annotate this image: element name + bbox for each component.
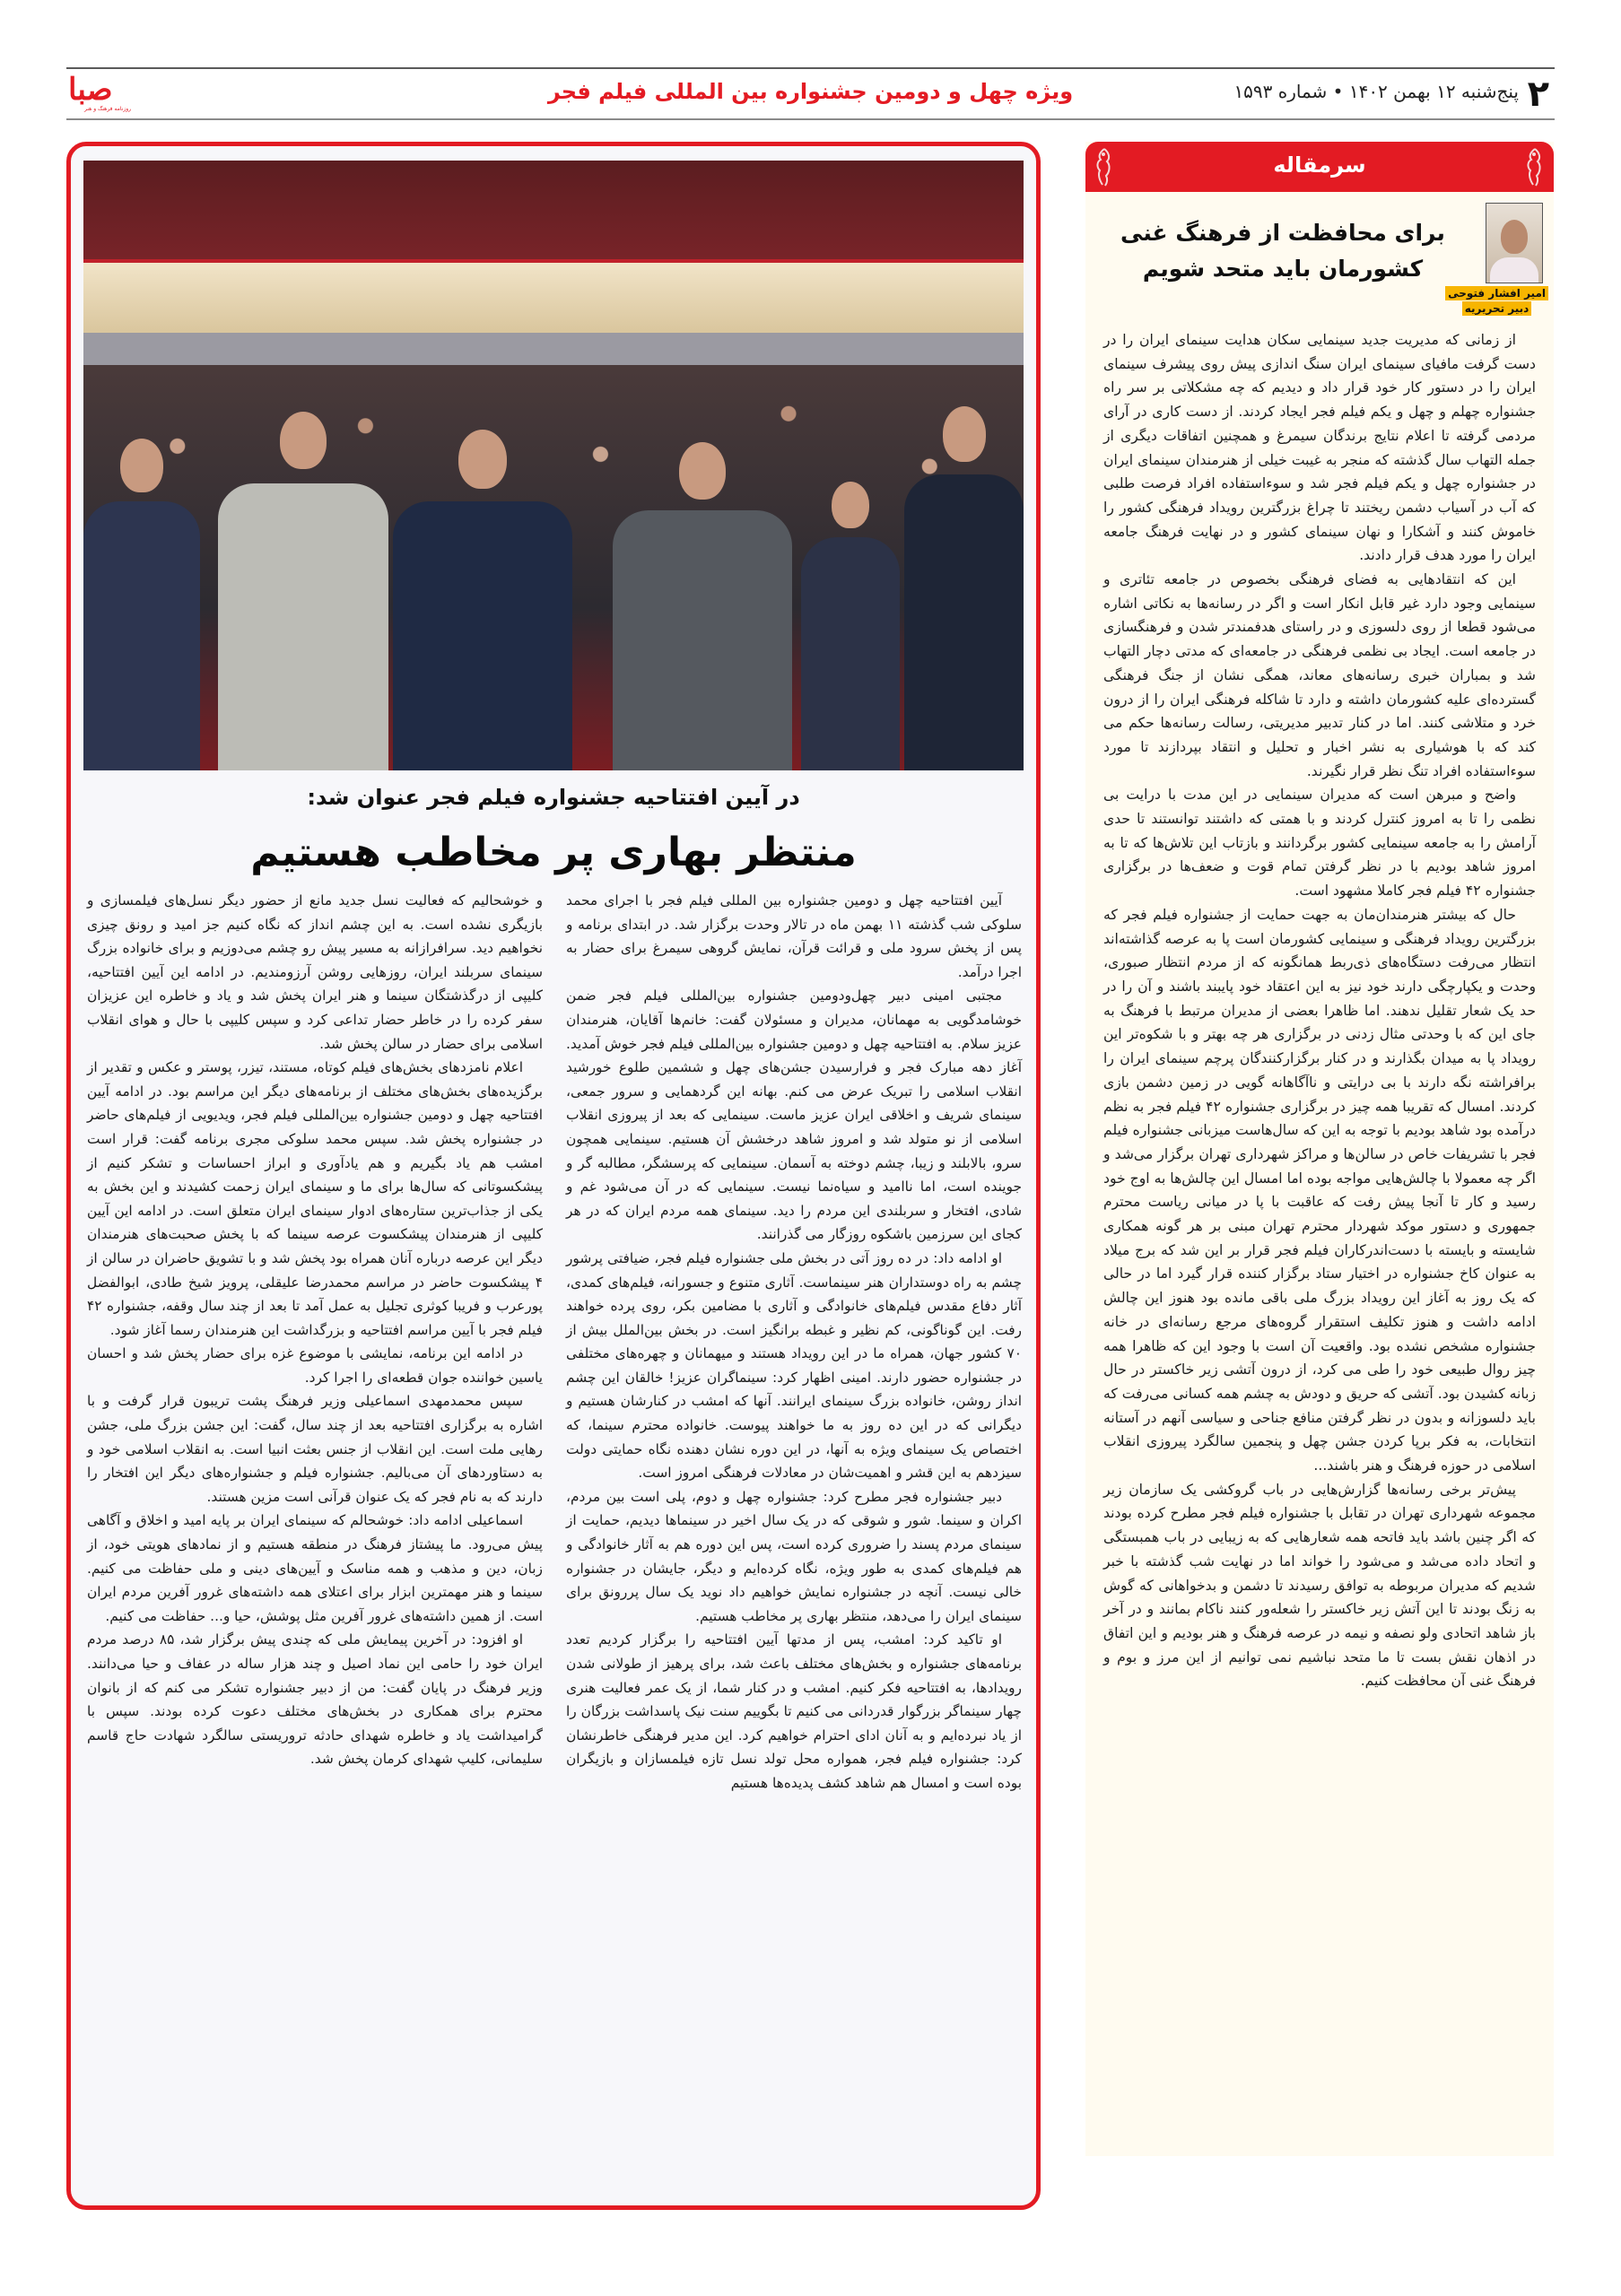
author-face bbox=[1501, 220, 1528, 254]
paragraph: او تاکید کرد: امشب، پس از مدتها آیین افتتاحیه را برگزار کردیم تعدد برنامه‌های جشنواره و بخش‌های مختلف باعث شد، برای پرهیز از طولانی شدن رویدادها، به افتتاحیه فکر کنیم. امشب و در کنار شما، از یک عمر فعالیت هنری چهار سینماگر بزرگوار قدردانی می کنیم تا بگوییم سنت نیک پاسداشت بزرگان را از یاد نبرده‌ایم و به آنان ادای احترام خواهیم کرد. این مدیر فرهنگی خاطرنشان کرد: جشنواره فیلم فجر، همواره محل تولد نسل تازه فیلمسازان و بازیگران بوده است و امسال هم شاهد کشف پدیده‌ها هستیم bbox=[566, 1631, 1022, 1791]
paragraph: حال که بیشتر هنرمندان‌مان به جهت حمایت از جشنواره فیلم فجر که بزرگترین رویداد فرهنگی و سینمایی کشورمان است پا به عرصه گذاشته‌اند انتظار می‌رفت دستگاه‌های ذی‌ربط همانگونه که از مردم انتظار صبوری، وحدت و یکپارچگی دارند خود نیز به این اعتقاد خود پایبند باشند و آن را در حد یک شعار تقلیل ندهند. اما ظاهرا بعضی از مدیران مرتبط با فرهنگ به جای این که با وحدتی مثال زدنی در برگزاری هر چه بهتر و با شکوه‌تر این رویداد پا به میدان بگذارند و در کنار برگزارکنندگان پرچم سینمای ایران را برافراشته نگه دارند با بی درایتی و ناآگاهانه گویی در زمین دشمن بازی کردند. امسال که تقریبا همه چیز در برگزاری جشنواره ۴۲ فیلم فجر به نظم درآمده بود شاهد بودیم با توجه به این که سال‌هاست میزبانی جشنواره فیلم فجر با تشریفات خاص در سالن‌ها و مراکز شهرداری تهران برگزار می‌شد و اگر چه معمولا با چالش‌هایی مواجه بوده اما امسال این چالش‌ها به اوج خود رسید و کار تا آنجا پیش رفت که عاقبت با پا در میانی ریاست محترم جمهوری و دستور موکد شهردار محترم تهران مبنی بر هر گونه همکاری شایسته و بایسته با دست‌اندرکاران فیلم فجر قرار بر این شد که برج میلاد به عنوان کاخ جشنواره در اختیار ستاد برگزار کننده قرار گیرد اما در حالی که یک روز به آغاز این رویداد بزرگ ملی باقی مانده بود هنوز این چالش ادامه داشت و هنوز تکلیف استقرار گروه‌های مرجع رسانه‌ای در خانه جشنواره مشخص نشده بود. واقعیت آن است با وجود این که ظاهرا همه چیز روال طبیعی خود را طی می کرد، از درون آتشی زیر خاکستر در حال زبانه کشیدن بود. آتشی که حریق و دودش به چشم همه کسانی می‌رفت که باید دلسوزانه و بدون در نظر گرفتن منافع جناحی و سیاسی آنهم در آستانه انتخابات، به فکر برپا کردن جشن چهل و پنجمین سالگرد پیروزی انقلاب اسلامی در حوزه فرهنگ و هنر باشند... bbox=[1103, 906, 1536, 1474]
page-number: ۲ bbox=[1527, 74, 1549, 115]
logo-mark: صبا bbox=[68, 72, 113, 108]
editorial-section-label: سرمقاله bbox=[1273, 152, 1366, 178]
photo-wall bbox=[83, 333, 1024, 365]
paragraph: واضح و مبرهن است که مدیران سینمایی در این مدت با درایت بی نظمی را تا به امروز کنترل کردند و با همتی که داشتند توانستند تا حدی آرامش را به جامعه سینمایی کشور برگردانند و بازتاب این تلاش‌ها که تا به امروز شاهد بودیم با در نظر گرفتن تمام قوت و ضعف‌ها در برگزاری جشنواره ۴۲ فیلم فجر کاملا مشهود است. bbox=[1103, 787, 1536, 900]
article-kicker: در آیین افتتاحیه جشنواره فیلم فجر عنوان شد: bbox=[307, 785, 800, 810]
paragraph: در ادامه این برنامه، نمایشی با موضوع غزه برای حضار پخش شد و احسان یاسین خواننده جوان قطعه‌ای را اجرا کرد. bbox=[87, 1345, 543, 1386]
paragraph: اعلام نامزدهای بخش‌های فیلم کوتاه، مستند، تیزر، پوستر و عکس و تقدیر از برگزیده‌های بخش‌های مختلف از برنامه‌های دیگر این مراسم بود. در ادامه آیین افتتاحیه چهل و دومین جشنواره بین‌المللی فیلم فجر، ویدیویی از فیلم‌های حاضر در جشنواره پخش شد. سپس محمد سلوکی مجری برنامه گفت: قرار است امشب هم یاد بگیریم و هم یادآوری و ابراز احساسات و تشکر کنیم از پیشکسوتانی که سال‌ها برای ما و سینمای ایران زحمت کشیدند و این بخش به یکی از جذاب‌ترین ستاره‌های ادوار سینمای ایران متعلق است. در ادامه این آیین کلیپی از هنرمندان پیشکسوت عرصه سینما که با پخش صحبت‌های هنرمندان دیگر این عرصه درباره آنان همراه بود پخش شد و با تشویق حاضران در سالن از ۴ پیشکسوت حاضر در مراسم محمدرضا علیقلی، پرویز شیخ طادی، ابوالفضل پورعرب و فریبا کوثری تجلیل به عمل آمد تا بعد از چند سال وقفه، جشنواره ۴۲ فیلم فجر با آیین مراسم افتتاحیه و بزرگداشت این هنرمندان رسما آغاز شود. bbox=[87, 1059, 543, 1338]
ceremony-photo bbox=[83, 161, 1024, 770]
simorgh-icon bbox=[1523, 147, 1547, 187]
paragraph: او ادامه داد: در ده روز آتی در بخش ملی جشنواره فیلم فجر، ضیافتی پرشور چشم به راه دوستداران هنر سینماست. آثاری متنوع و جسورانه، فیلم‌های کمدی، آثار دفاع مقدس فیلم‌های خانوادگی و آثاری با مضامین بکر، روی پرده خواهند رفت. این گوناگونی، کم نظیر و غبطه برانگیز است. در بخش بین‌الملل بیش از ۷۰ کشور جهان، همراه ما در این رویداد هستند و میهمانان و چهره‌های مختلفی در جشنواره حضور دارند. امینی اظهار کرد: سینماگران عزیز! خالقان این چشم انداز روشن، خانواده بزرگ سینمای ایرانند. آنها که امشب در کنارشان هستیم و دیگرانی که در این ده روز به ما خواهند پیوست. خانواده محترم سینما، که اختصاص یک سینمای ویژه به آنها، در این دوره نشان دهنده نگاه حمایتی دولت سیزدهم به این قشر و اهمیت‌شان در معادلات فرهنگی امروز است. bbox=[566, 1249, 1022, 1482]
logo-tagline: روزنامه فرهنگ و هنر bbox=[84, 106, 132, 112]
paragraph: سپس محمدمهدی اسماعیلی وزیر فرهنگ پشت تریبون قرار گرفت و با اشاره به برگزاری افتتاحیه بعد از چند سال، گفت: این جشن بزرگ ملی، جشن رهایی ملت است. این انقلاب از جنس بعثت انبیا است. به انقلاب اسلامی خود و به دستاوردهای آن می‌بالیم. جشنواره فیلم و جشنواره‌های دیگر این افتخار را دارند که به نام فجر که یک عنوان قرآنی است مزین هستند. bbox=[87, 1393, 543, 1505]
main-article bbox=[66, 142, 1041, 2210]
paragraph: دبیر جشنواره فجر مطرح کرد: جشنواره چهل و دوم، پلی است بین مردم، اکران و سینما. شور و شوقی که در یک سال اخیر در سینماها دیدیم، حمایت از سینمای مردم پسند را ضروری کرده است، پس این دوره هم به آثار خانوادگی و هم فیلم‌های کمدی به طور ویژه، نگاه کرده‌ایم و دیگر، جایشان در جشنواره خالی نیست. آنچه در جشنواره نمایش خواهیم داد نوید یک سال پررونق برای سینمای ایران را می‌دهد، منتظر بهاری پر مخاطب هستیم. bbox=[566, 1488, 1022, 1624]
author-photo bbox=[1486, 203, 1543, 283]
special-issue-title: ویژه چهل و دومین جشنواره بین المللی فیلم فجر bbox=[547, 79, 1074, 104]
author-role: دبیر تحریریه bbox=[1462, 301, 1532, 316]
paragraph: از زمانی که مدیریت جدید سینمایی سکان هدایت سینمای ایران را در دست گرفت مافیای سینمای ایران سنگ اندازی پیش روی پیشرف سینمای ایران را در دستور کار خود قرار داد و دیدیم که چه مشکلاتی بر سر راه جشنواره چهلم و چهل و یکم فیلم فجر ایجاد کردند. از دست کاری در آرای مردمی گرفته تا اعلام نتایج برندگان سیمرغ و همچنین اتفاقات دیگری از جمله التهاب سال گذشته که منجر به غیبت خیلی از هنرمندان سینمای ایران در جشنواره چهل و یکم فیلم فجر شد و سوءاستفاده افراد فرصت طلبی که آب در آسیاب دشمن ریختند تا چراغ بزرگترین رویداد فرهنگی کشور را خاموش کنند و آشکارا و نهان سینمای کشور و در نهایت فرهنگ جامعه ایران را مورد هدف قرار دادند. bbox=[1103, 332, 1536, 564]
masthead bbox=[66, 70, 1555, 118]
paragraph: او افزود: در آخرین پیمایش ملی که چندی پیش برگزار شد، ۸۵ درصد مردم ایران خود را حامی این نماد اصیل و چند هزار ساله در عفاف و حیا می‌دانند. وزیر فرهنگ در پایان گفت: من از دبیر جشنواره تشکر می کنم که از بانوان محترم برای همکاری در بخش‌های مختلف دعوت کرده بودند. سپس با گرامیداشت یاد و خاطره شهدای حادثه تروریستی سالگرد شهادت حاج قاسم سلیمانی، کلیپ شهدای کرمان پخش شد. bbox=[87, 1631, 543, 1768]
issue-date-number: پنج‌شنبه ۱۲ بهمن ۱۴۰۲ • شماره ۱۵۹۳ bbox=[1233, 81, 1519, 102]
photo-person bbox=[904, 474, 1024, 770]
author-name: امیر افشار فتوحی bbox=[1445, 286, 1548, 300]
masthead-top-rule bbox=[66, 67, 1555, 69]
photo-person bbox=[393, 501, 572, 770]
editorial-column bbox=[1085, 142, 1554, 2156]
paragraph: این که انتقادهایی به فضای فرهنگی بخصوص در جامعه تئاتری و سینمایی وجود دارد غیر قابل انکار است و اگر در رسانه‌ها به نکاتی اشاره می‌شود قطعا از روی دلسوزی و در راستای هدفمندتر شدن و فرهنگسازی در جامعه است. ایجاد بی نظمی فرهنگی در جامعه‌ای که مدتی دچار التهاب شد و بمباران خبری رسانه‌های معاند، همگی نشان از جنگ فرهنگی گسترده‌ای علیه کشورمان داشته و دارد تا شاکله فرهنگی ایران را از درون خرد و متلاشی کنند. اما در کنار تدبیر مدیریتی، رسالت رسانه‌ها حکم می کند که با هوشیاری به نشر اخبار و تحلیل و انتقاد بپردازند تا مورد سوءاستفاده افراد تنگ نظر قرار نگیرند. bbox=[1103, 571, 1536, 779]
photo-person bbox=[218, 483, 388, 770]
article-headline: منتظر بهاری پر مخاطب هستیم bbox=[250, 830, 857, 875]
paragraph: اسماعیلی ادامه داد: خوشحالم که سینمای ایران بر پایه امید و اخلاق و آگاهی پیش می‌رود. ما پیشتاز فرهنگ در منطقه هستیم و از نمادهای هویتی خود، از زبان، دین و مذهب و همه مناسک و آیین‌های دینی و ملی حفاظت می کنیم. سینما و هنر مهمترین ابزار برای اعتلای همه داشته‌های غرور آفرین مردم ایران است. از همین داشته‌های غرور آفرین مثل پوشش، حیا و... حفاظت می کنیم. bbox=[87, 1512, 543, 1624]
article-column-right bbox=[566, 889, 1022, 1796]
author-shirt bbox=[1490, 257, 1538, 283]
masthead-bottom-rule bbox=[66, 118, 1555, 120]
editorial-title: برای محافظت از فرهنگ غنی کشورمان باید متحد شویم bbox=[1120, 220, 1445, 282]
photo-balcony-rail bbox=[83, 259, 1024, 335]
photo-person bbox=[801, 537, 900, 770]
editorial-body bbox=[1103, 328, 1536, 1693]
paragraph: پیش‌تر برخی رسانه‌ها گزارش‌هایی در باب گروکشی یک سازمان زیر مجموعه شهرداری تهران در تقابل با جشنواره فیلم فجر مطرح کرده بودند که اگر چنین باشد باید فاتحه همه شعارهایی که به زیبایی در باب همبستگی و اتحاد داده می‌شد و می‌شود را خواند اما در نهایت شب گذشته با خبر شدیم که مدیران مربوطه به توافق رسیدند تا دشمن و بدخواهانی که گوش به زنگ بودند تا این آتش زیر خاکستر را شعله‌ور کنند ناکام بمانند و در آخر باز شاهد اتحادی ولو نصفه و نیمه در عرصه فرهنگ و هنر بودیم و این اتفاق در اذهان نقش بست تا ما متحد نباشیم نمی توانیم از این مرز و بوم و فرهنگ غنی آن محافظت کنیم. bbox=[1103, 1481, 1536, 1690]
editorial-header bbox=[1085, 142, 1554, 192]
paragraph: مجتبی امینی دبیر چهل‌ودومین جشنواره بین‌المللی فیلم فجر ضمن خوشامدگویی به مهمانان، مدیران و مسئولان گفت: خانم‌ها آقایان، هنرمندان عزیز سلام. به افتتاحیه چهل و دومین جشنواره بین‌المللی فیلم فجر خوش آمدید. آغاز دهه مبارک فجر و فرارسیدن جشن‌های چهل و ششمین طلوع خورشید انقلاب اسلامی را تبریک عرض می کنم. بهانه این گردهمایی و سرور جمعی، سینمای شریف و اخلاقی ایران عزیز ماست. سینمایی که بعد از پیروزی انقلاب اسلامی از نو متولد شد و امروز شاهد درخشش آن هستیم. سینمایی همچون سرو، بالابلند و زیبا، چشم دوخته به آسمان. سینمایی که پرسشگر، مطالبه گر و جوینده است، اما ناامید و سیاه‌نما نیست. سینمایی که در آن می‌شود غم و شادی، افتخار و سربلندی این مردم را دید. سینمای همه مردم ایران که در هر کجای این سرزمین باشکوه روزگار می گذرانند. bbox=[566, 987, 1022, 1243]
author-credit bbox=[1445, 285, 1548, 317]
article-column-left bbox=[87, 889, 543, 1771]
photo-person bbox=[613, 510, 792, 770]
photo-balcony bbox=[83, 161, 1024, 266]
paragraph: آیین افتتاحیه چهل و دومین جشنواره بین المللی فیلم فجر با اجرای محمد سلوکی شب گذشته ۱۱ بهمن ماه در تالار وحدت برگزار شد. در ابتدای برنامه و پس از پخش سرود ملی و قرائت قرآن، نمایش گروهی سیمرغ برای حضار به اجرا درآمد. bbox=[566, 892, 1022, 980]
photo-audience bbox=[83, 365, 1024, 770]
photo-person bbox=[83, 501, 200, 770]
paragraph: و خوشحالیم که فعالیت نسل جدید مانع از حضور دیگر نسل‌های فیلمسازی و بازیگری نشده است. به این چشم انداز که نگاه کنیم جز امید و رونق چیزی نخواهیم دید. سرافرازانه به مسیر پیش رو چشم می‌دوزیم و برای خانواده بزرگ سینمای سربلند ایران، روزهایی روشن آرزومندیم. در ادامه این آیین افتتاحیه، کلیپی از درگذشتگان سینما و هنر ایران پخش شد و یاد و خاطره این عزیزان سفر کرده را در خاطر حضار تداعی کرد و سپس کلیپی با حال و هوای انقلاب اسلامی برای حضار در سالن پخش شد. bbox=[87, 892, 543, 1052]
